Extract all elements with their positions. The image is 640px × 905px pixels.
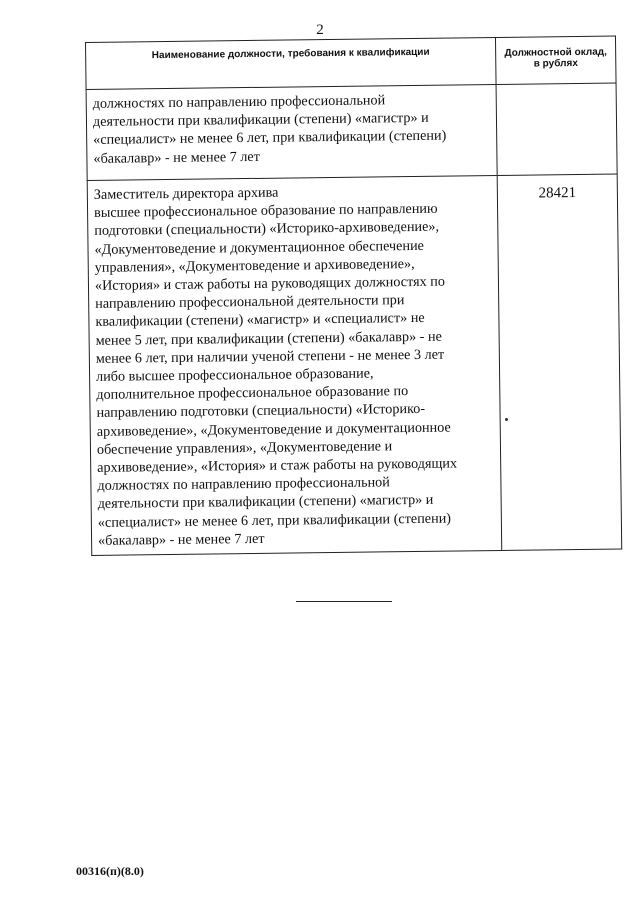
text-line: подготовки (специальности) «Историко-архивоведение», [94, 219, 440, 240]
page-number: 2 [316, 22, 324, 38]
text-line: высшее профессиональное образование по направлению [93, 200, 438, 222]
header-position-requirements: Наименование должности, требования к квалификации [86, 37, 497, 89]
table-row [87, 174, 622, 556]
text-line: «Документоведение и документационное обеспечение [94, 237, 425, 258]
text-line: должностях по направлению профессиональной [97, 474, 390, 495]
salary-cell [496, 83, 617, 175]
text-line: «специалист» не менее 6 лет, при квалификации (степени) [93, 127, 447, 149]
text-line: «специалист» не менее 6 лет, при квалификации (степени) [97, 510, 452, 531]
header-salary: Должностной оклад, в рублях [495, 36, 616, 84]
text-line: деятельности при квалификации (степени) «магистр» и [92, 110, 429, 131]
text-line: квалификации (степени) «магистр» и «специалист» не [95, 310, 425, 331]
text-line: должностях по направлению профессиональной [92, 92, 386, 112]
position-title: Заместитель директора архива [93, 184, 279, 203]
requirements-cell [86, 84, 497, 180]
footer-document-code: 00316(п)(8.0) [76, 864, 144, 878]
text-line: деятельности при квалификации (степени) «магистр» и [97, 492, 434, 513]
text-line: «История» и стаж работы на руководящих должностях по [94, 273, 446, 294]
text-line: «бакалавр» - не менее 7 лет [97, 530, 265, 549]
end-separator-line [296, 601, 392, 602]
text-line: менее 6 лет, при наличии ученой степени - не менее 3 лет [95, 346, 445, 367]
salary-cell: 28421 [497, 174, 622, 551]
requirements-table [85, 36, 622, 557]
table-row [86, 83, 617, 180]
text-line: направлению профессиональной деятельности при [95, 292, 405, 313]
table-header-row [86, 36, 617, 89]
text-line: архивоведение», «История» и стаж работы на руководящих [97, 455, 458, 476]
requirements-cell [87, 175, 502, 555]
text-line: управления», «Документоведение и архивоведение», [94, 255, 415, 276]
text-line: «бакалавр» - не менее 7 лет [93, 148, 260, 167]
text-line: обеспечение управления», «Документоведение и [96, 438, 393, 458]
text-line: дополнительное профессиональное образование по [96, 383, 409, 404]
text-line: направлению подготовки (специальности) «Историко- [96, 401, 426, 422]
text-line: либо высшее профессиональное образование, [95, 365, 374, 385]
scan-speck [505, 418, 508, 421]
text-line: менее 5 лет, при квалификации (степени) «бакалавр» - не [95, 328, 442, 349]
text-line: архивоведение», «Документоведение и документационное [96, 419, 451, 440]
